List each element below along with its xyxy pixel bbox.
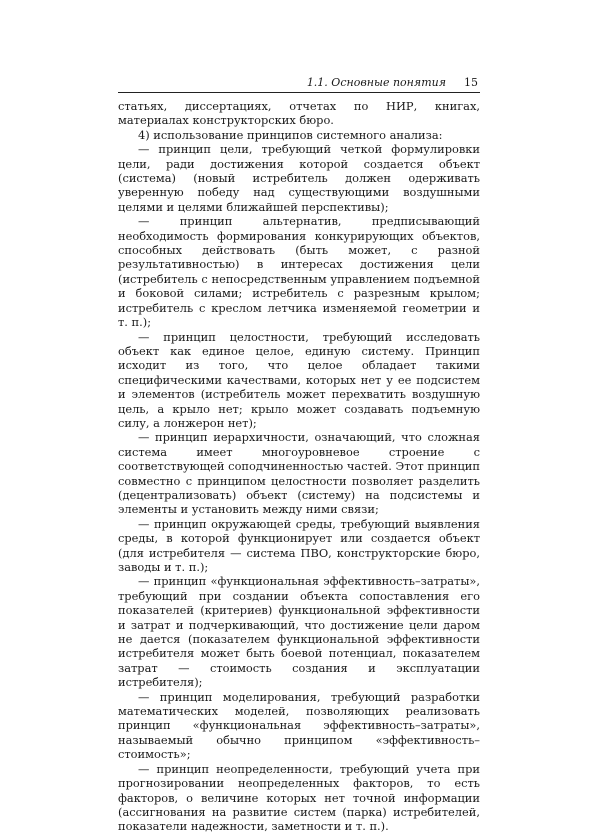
paragraph-continuation: статьях, диссертациях, отчетах по НИР, книгах, материалах конструкторских бюро. — [118, 99, 480, 128]
paragraph-principle-hierarchy: — принцип иерархичности, означающий, что сложная система имеет многоуровневое строение с соответствующей соподчиненностью частей. Этот принцип совместно с принципом целостности позволяет разделить (децентрализовать) объект (систему) на подсистемы и элементы и установить между ними связи; — [118, 430, 480, 517]
running-title: 1.1. Основные понятия — [306, 76, 446, 89]
paragraph-principle-environment: — принцип окружающей среды, требующий выявления среды, в которой функционирует или создается объект (для истребителя — система ПВО, конструкторские бюро, заводы и т. п.); — [118, 516, 480, 574]
page-number: 15 — [464, 76, 478, 89]
paragraph-principle-modeling: — принцип моделирования, требующий разработки математических моделей, позволяющих реализовать принцип «функциональная эффективность–затраты», называемый обычно принципом «эффективность–стоимость»; — [118, 689, 480, 762]
body-text — [118, 99, 480, 834]
paragraph-principle-goal: — принцип цели, требующий четкой формулировки цели, ради достижения которой создается объект (система) (новый истребитель должен одерживать уверенную победу над существующими воздушными целями и целями ближайшей перспективы); — [118, 142, 480, 214]
running-header — [118, 76, 480, 93]
paragraph-principle-efficiency-cost: — принцип «функциональная эффективность–затраты», требующий при создании объекта сопоставления его показателей (критериев) функциональной эффективности и затрат и подчеркивающий, что достижение цели даром не дается (показателем функциональной эффективности истребителя может быть боевой потенциал, показателем затрат — стоимость создания и эксплуатации истребителя); — [118, 574, 480, 690]
paragraph-principle-alternatives: — принцип альтернатив, предписывающий необходимость формирования конкурирующих объектов, способных действовать (быть может, с разной результативностью) в интересах достижения цели (истребитель с непосредственным управлением подъемной и боковой силами; истребитель с разрезным крылом; истребитель с креслом летчика изменяемой геометрии и т. п.); — [118, 214, 480, 330]
paragraph-principle-uncertainty: — принцип неопределенности, требующий учета при прогнозировании неопределенных факторов, то есть факторов, о величине которых нет точной информации (ассигнования на развитие систем (парка) истребителей, показатели надежности, заметности и т. п.). — [118, 761, 480, 834]
paragraph-principle-integrity: — принцип целостности, требующий исследовать объект как единое целое, единую систему. Принцип исходит из того, что целое обладает такими специфическими качествами, которых нет у ее подсистем и элементов (истребитель может перехватить воздушную цель, а крыло нет; крыло может создавать подъемную силу, а лонжерон нет); — [118, 329, 480, 430]
paragraph-item-4: 4) использование принципов системного анализа: — [138, 127, 443, 142]
